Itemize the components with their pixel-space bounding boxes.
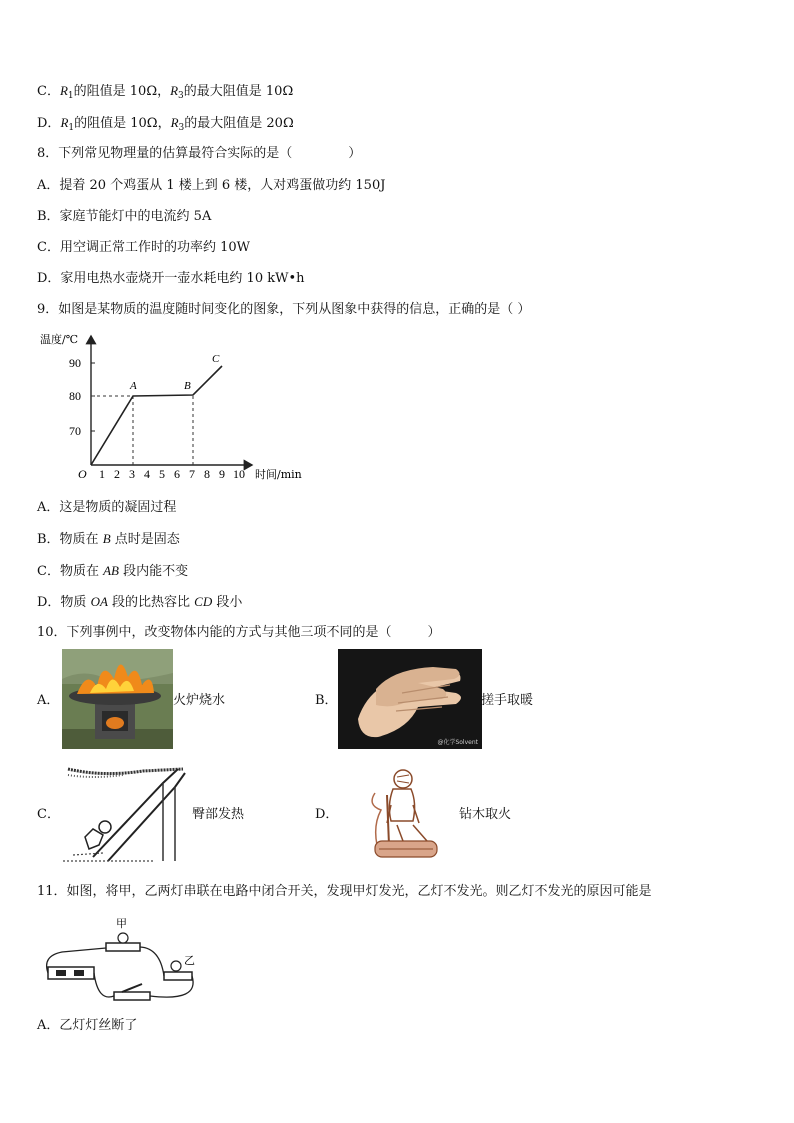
lamp-yi-label: 乙 xyxy=(184,954,195,967)
q8-option-a: A．提着 20 个鸡蛋从 1 楼上到 6 楼，人对鸡蛋做功约 150J xyxy=(37,178,386,193)
point-c-label: C xyxy=(212,353,220,365)
wire-switch-battery xyxy=(94,973,114,997)
q8-option-d: D．家用电热水壶烧开一壶水耗电约 10 kW•h xyxy=(37,271,305,286)
slide-sketch xyxy=(63,765,188,865)
lamp-yi-bulb xyxy=(171,961,181,971)
wire-lamp-jia-lamp-yi xyxy=(140,947,164,976)
series-circuit-diagram xyxy=(42,918,202,1006)
lamp-jia-bulb xyxy=(118,933,128,943)
q10-option-a-letter: A． xyxy=(37,693,60,708)
switch-lever xyxy=(122,984,142,992)
x-tick-7: 7 xyxy=(189,467,195,481)
x-tick-9: 9 xyxy=(219,467,225,481)
q10-option-c-letter: C． xyxy=(37,807,60,822)
q11-option-a: A．乙灯灯丝断了 xyxy=(37,1018,138,1033)
rubbing-hands-photo xyxy=(338,649,482,749)
y-tick-90: 90 xyxy=(69,356,81,370)
temperature-curve xyxy=(91,366,222,465)
battery-box xyxy=(48,967,94,979)
q10-option-d-letter: D． xyxy=(315,807,339,822)
q10-stem: 10．下列事例中，改变物体内能的方式与其他三项不同的是（ ） xyxy=(37,625,441,640)
q7-option-c: C．$R_1$的阻值是 10Ω，$R_3$的最大阻值是 10Ω xyxy=(37,83,294,101)
q9-option-d: D．物质 OA 段的比热容比 CD 段小 xyxy=(37,594,243,610)
origin-label: O xyxy=(78,467,87,481)
x-tick-10: 10 xyxy=(233,467,245,481)
photo-watermark: @化学Solvent xyxy=(437,739,478,746)
q10-option-b-caption: 搓手取暖 xyxy=(481,693,534,708)
q9-option-c: C．物质在 AB 段内能不变 xyxy=(37,563,189,579)
x-tick-3: 3 xyxy=(129,467,135,481)
x-tick-1: 1 xyxy=(99,467,105,481)
x-tick-8: 8 xyxy=(204,467,210,481)
point-a-label: A xyxy=(130,380,137,392)
drilling-wood-sketch xyxy=(357,765,449,863)
x-tick-4: 4 xyxy=(144,467,150,481)
q9-option-a: A．这是物质的凝固过程 xyxy=(37,500,177,515)
y-tick-80: 80 xyxy=(69,389,81,403)
q9-option-b: B．物质在 B 点时是固态 xyxy=(37,531,180,547)
lamp-jia-base xyxy=(106,943,140,951)
x-axis-label: 时间/min xyxy=(255,468,302,481)
x-tick-5: 5 xyxy=(159,467,165,481)
q10-option-d-caption: 钻木取火 xyxy=(459,807,512,822)
q8-option-c: C．用空调正常工作时的功率约 10W xyxy=(37,240,250,255)
q10-option-a-caption: 火炉烧水 xyxy=(173,693,226,708)
temperature-time-graph xyxy=(36,328,316,483)
fire-stove-photo xyxy=(62,649,173,749)
q9-stem: 9．如图是某物质的温度随时间变化的图象，下列从图象中获得的信息，正确的是（ ） xyxy=(37,302,531,317)
q10-option-c-caption: 臀部发热 xyxy=(192,807,245,822)
switch-base xyxy=(114,992,150,1000)
point-b-label: B xyxy=(184,380,191,392)
q8-stem: 8．下列常见物理量的估算最符合实际的是（ ） xyxy=(37,146,362,161)
q8-option-b: B．家庭节能灯中的电流约 5A xyxy=(37,209,212,224)
x-tick-6: 6 xyxy=(174,467,180,481)
y-tick-70: 70 xyxy=(69,424,81,438)
q10-option-b-letter: B． xyxy=(315,693,338,708)
x-tick-2: 2 xyxy=(114,467,120,481)
y-axis-label: 温度/℃ xyxy=(40,333,79,346)
q7-option-d: D．$R_1$的阻值是 10Ω，$R_3$的最大阻值是 20Ω xyxy=(37,115,294,133)
lamp-yi-base xyxy=(164,972,192,980)
q11-stem: 11．如图，将甲，乙两灯串联在电路中闭合开关，发现甲灯发光，乙灯不发光。则乙灯不发光的原因可能是 xyxy=(37,884,652,899)
lamp-jia-label: 甲 xyxy=(116,918,127,930)
